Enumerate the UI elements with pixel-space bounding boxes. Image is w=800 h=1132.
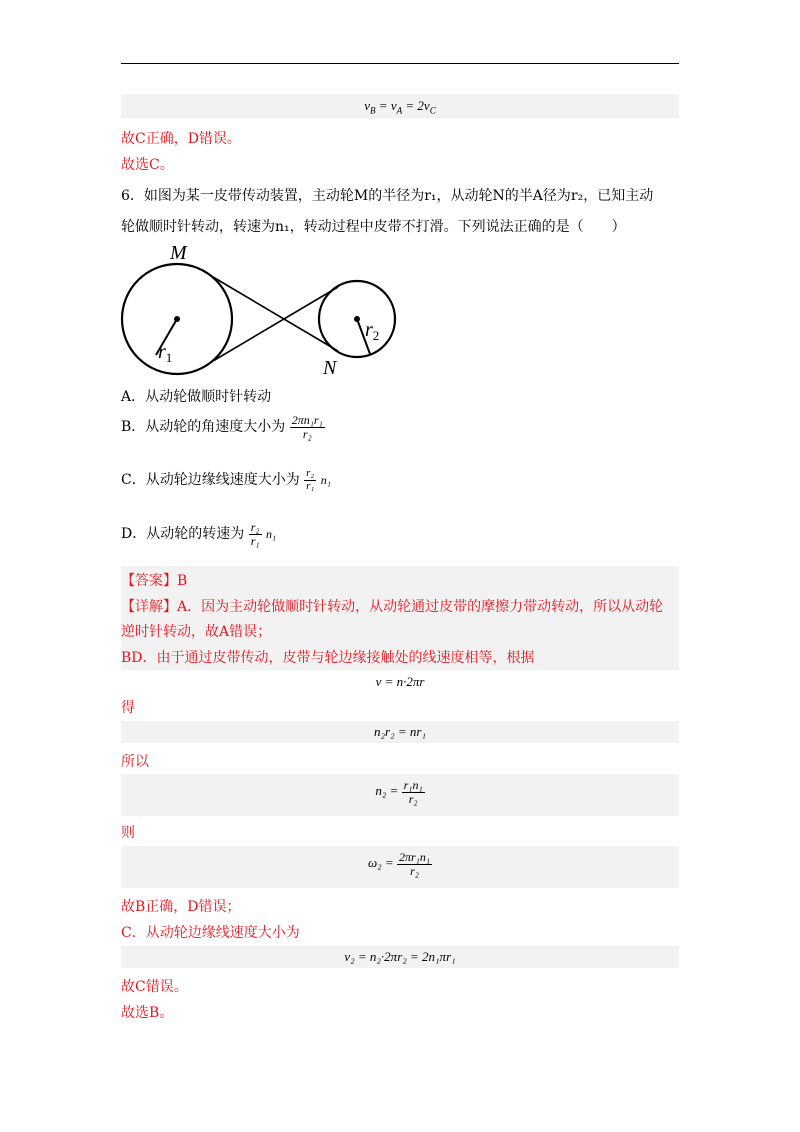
- option-d-fraction: [249, 521, 262, 547]
- conclusion-c-line: 故C错误。: [121, 979, 188, 995]
- de-label: 得: [121, 700, 135, 716]
- equation-lhs: n₂ =: [375, 783, 399, 799]
- equation-box: [121, 94, 679, 118]
- fraction-denominator: r₁: [250, 533, 260, 548]
- equation-box-3: [121, 774, 679, 816]
- label-M: M: [170, 242, 187, 264]
- fraction-denominator: r₁: [306, 479, 315, 492]
- c-explanation-line: C．从动轮边缘线速度大小为: [121, 925, 300, 941]
- belt-drive-figure: [115, 238, 415, 383]
- option-d-text: D．从动轮的转速为: [121, 526, 245, 543]
- option-b: [121, 414, 325, 440]
- option-c-text: C．从动轮边缘线速度大小为: [121, 472, 300, 489]
- fraction-denominator: r₂: [408, 791, 418, 806]
- question-stem-line-2: 轮做顺时针转动，转速为n₁，转动过程中皮带不打滑。下列说法正确的是（ ）: [121, 219, 626, 235]
- equation-n2r2: n₂r₂ = nr₁: [374, 724, 426, 739]
- header-rule: [121, 63, 679, 64]
- label-r2-letter: r: [365, 319, 373, 341]
- fraction-denominator: r₂: [410, 863, 419, 878]
- equation-box-5: [121, 946, 679, 968]
- label-r1: [158, 341, 172, 365]
- equation-v2: v₂ = n₂·2πr₂ = 2n₁πr₁: [344, 949, 456, 964]
- option-b-text: B．从动轮的角速度大小为: [121, 419, 286, 436]
- option-c-fraction: [304, 468, 316, 492]
- bd-line: BD．由于通过皮带传动，皮带与轮边缘接触处的线速度相等，根据: [121, 650, 535, 666]
- equation-n2: [121, 779, 679, 805]
- equation-omega2: [121, 851, 679, 877]
- fraction-numerator: r₂: [250, 520, 260, 534]
- fraction-numerator: 2πn₁r₁: [291, 413, 323, 427]
- equation: $v_B = v_A = 2v_C$: [364, 98, 436, 116]
- label-r1-subscript: 1: [165, 350, 173, 365]
- label-r2: [365, 319, 379, 343]
- conclusion-line: 故C正确，D错误。: [121, 131, 241, 147]
- option-c-suffix: n₁: [320, 473, 331, 488]
- fraction-numerator: r₂: [306, 467, 315, 479]
- label-r2-subscript: 2: [372, 328, 380, 343]
- equation-fraction: [397, 851, 432, 877]
- question-stem-line-1: 6．如图为某一皮带传动装置，主动轮M的半径为r₁，从动轮N的半A径为r₂，已知主动: [121, 188, 654, 204]
- option-a: A．从动轮做顺时针转动: [121, 389, 272, 405]
- fraction-denominator: r₂: [302, 426, 312, 441]
- option-c: [121, 468, 331, 492]
- detail-line-2: 逆时针转动，故A错误；: [121, 624, 272, 640]
- answer-line: 【答案】B: [121, 573, 188, 589]
- equation-lhs: ω₂ =: [367, 855, 394, 871]
- final-answer-line: 故选B。: [121, 1005, 174, 1021]
- option-d: [121, 521, 276, 547]
- equation-fraction: [402, 779, 425, 805]
- equation-box-4: [121, 846, 679, 888]
- label-N: N: [323, 357, 337, 379]
- fraction-numerator: 2πr₁n₁: [398, 850, 430, 864]
- option-d-suffix: n₁: [265, 527, 277, 542]
- equation-box-2: [121, 721, 679, 743]
- label-r1-letter: r: [158, 341, 166, 363]
- conclusion-b-line: 故B正确，D错误；: [121, 899, 241, 915]
- final-choice-line: 故选C。: [121, 157, 174, 173]
- equation-v: v = n·2πr: [375, 674, 425, 689]
- ze-label: 则: [121, 825, 135, 841]
- suoyi-label: 所以: [121, 754, 149, 770]
- detail-line-1: 【详解】A．因为主动轮做顺时针转动，从动轮通过皮带的摩擦力带动转动，所以从动轮: [121, 599, 664, 615]
- fraction-numerator: r₁n₁: [403, 778, 423, 792]
- option-b-fraction: [290, 414, 325, 440]
